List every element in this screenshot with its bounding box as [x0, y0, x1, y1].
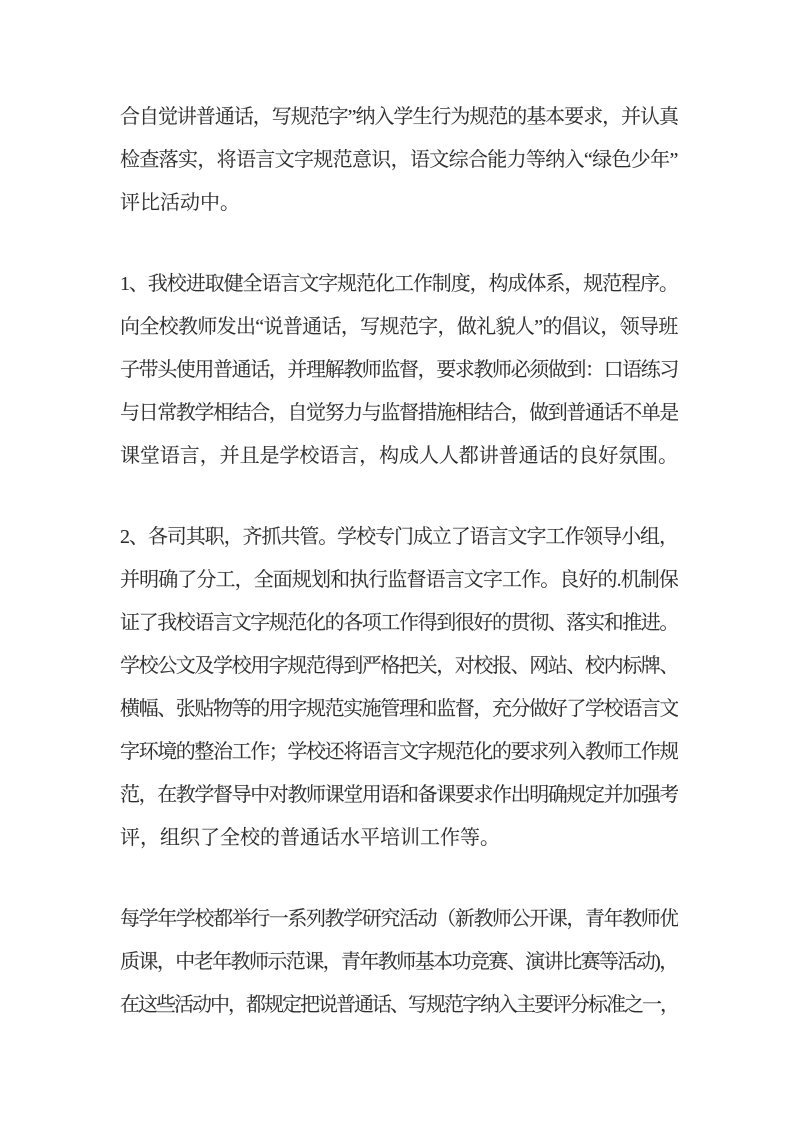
text-line: 质课，中老年教师示范课，青年教师基本功竞赛、演讲比赛等活动)，	[120, 951, 678, 973]
text-line: 1、我校进取健全语言文字规范化工作制度，构成体系，规范程序。	[120, 273, 678, 295]
document-content	[120, 96, 678, 1027]
paragraph	[120, 96, 678, 225]
text-line: 检查落实，将语言文字规范意识，语文综合能力等纳入“绿色少年”	[120, 149, 678, 171]
paragraph	[120, 516, 678, 860]
paragraph	[120, 898, 678, 1027]
paragraph	[120, 263, 678, 478]
text-line: 每学年学校都举行一系列教学研究活动（新教师公开课，青年教师优	[120, 908, 678, 930]
text-line: 学校公文及学校用字规范得到严格把关，对校报、网站、校内标牌、	[120, 655, 678, 677]
text-line: 证了我校语言文字规范化的各项工作得到很好的贯彻、落实和推进。	[120, 612, 678, 634]
text-line: 评比活动中。	[120, 192, 240, 214]
text-line: 评，组织了全校的普通话水平培训工作等。	[120, 827, 500, 849]
text-line: 并明确了分工，全面规划和执行监督语言文字工作。良好的.机制保	[120, 569, 678, 591]
text-line: 字环境的整治工作；学校还将语言文字规范化的要求列入教师工作规	[120, 741, 678, 763]
text-line: 在这些活动中，都规定把说普通话、写规范字纳入主要评分标准之一，	[120, 994, 678, 1016]
text-line: 与日常教学相结合，自觉努力与监督措施相结合，做到普通话不单是	[120, 402, 678, 424]
text-line: 向全校教师发出“说普通话，写规范字，做礼貌人”的倡议，领导班	[120, 316, 678, 338]
text-line: 子带头使用普通话，并理解教师监督，要求教师必须做到：口语练习	[120, 359, 678, 381]
text-line: 范，在教学督导中对教师课堂用语和备课要求作出明确规定并加强考	[120, 784, 678, 806]
text-line: 2、各司其职，齐抓共管。学校专门成立了语言文字工作领导小组，	[120, 526, 678, 548]
text-line: 横幅、张贴物等的用字规范实施管理和监督，充分做好了学校语言文	[120, 698, 678, 720]
text-line: 课堂语言，并且是学校语言，构成人人都讲普通话的良好氛围。	[120, 445, 678, 467]
text-line: 合自觉讲普通话，写规范字”纳入学生行为规范的基本要求，并认真	[120, 106, 678, 128]
